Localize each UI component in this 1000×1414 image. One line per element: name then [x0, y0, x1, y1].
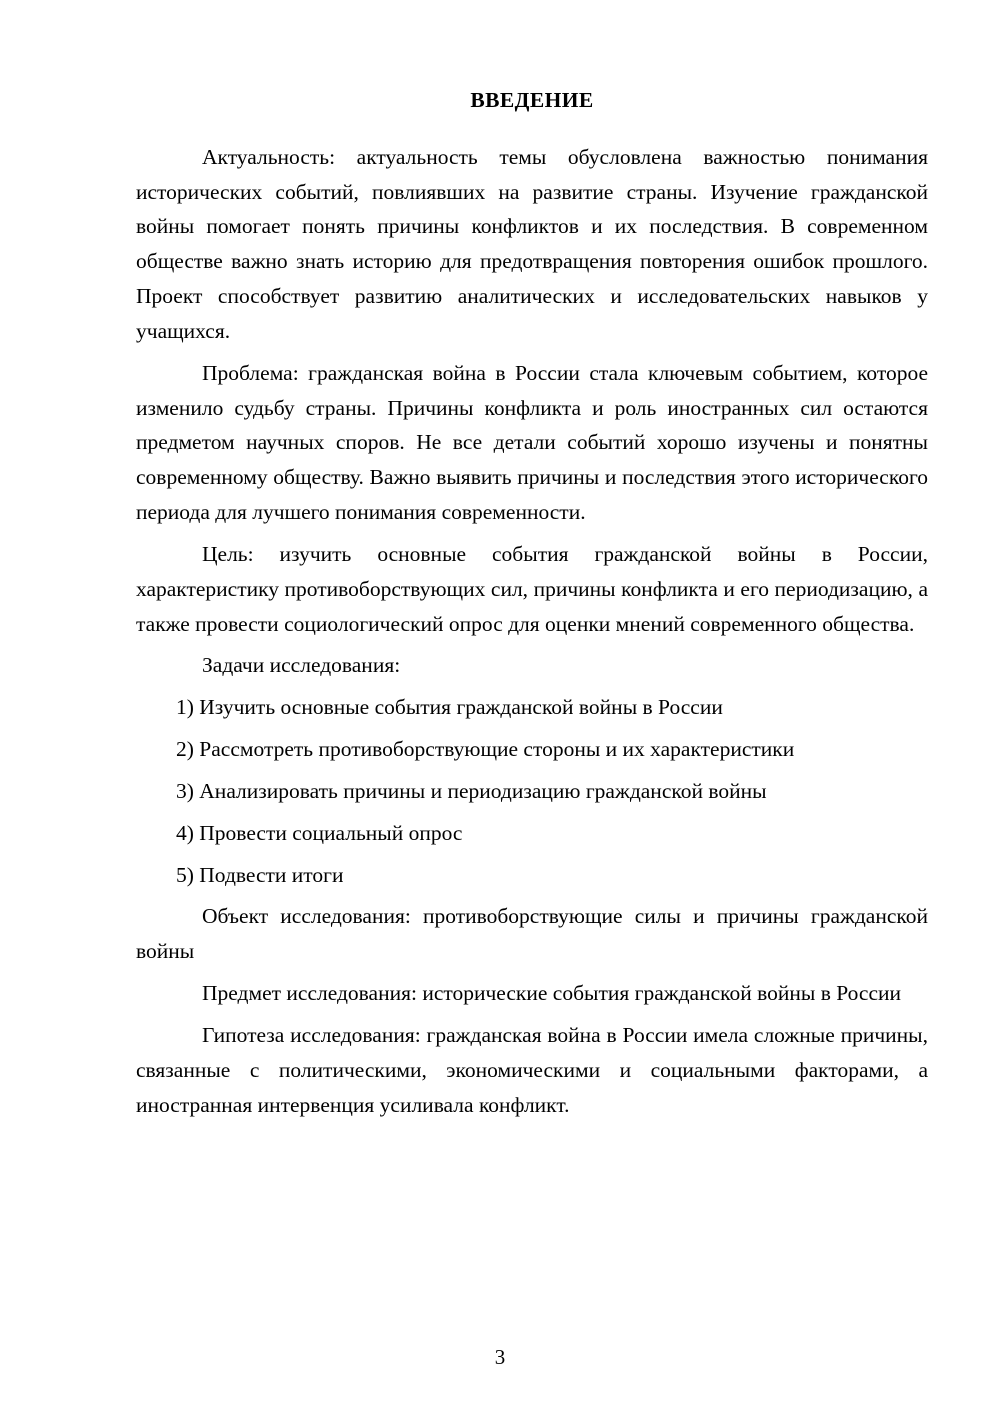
- task-item-3: 3) Анализировать причины и периодизацию гражданской войны: [176, 778, 767, 803]
- page-number: 3: [494, 1345, 506, 1369]
- tasks-heading: Задачи исследования:: [202, 653, 401, 678]
- paragraph-subject: Предмет исследования: исторические события гражданской войны в России: [202, 981, 902, 1006]
- paragraph-relevance: Актуальность: актуальность темы обусловлена важностью понимания исторических событий, повлиявших на развитие страны. Изучение гражданской войны помогает понять причины конфликтов и их последствия. В современном обществе важно знать историю для предотвращения повторения ошибок прошлого. Проект способствует развитию аналитических и исследовательских навыков у учащихся.: [136, 144, 928, 343]
- task-item-1: 1) Изучить основные события гражданской войны в России: [176, 695, 723, 720]
- page-title: ВВЕДЕНИЕ: [470, 88, 594, 112]
- task-item-4: 4) Провести социальный опрос: [176, 820, 463, 845]
- paragraph-object: Объект исследования: противоборствующие силы и причины гражданской войны: [136, 904, 928, 964]
- task-item-2: 2) Рассмотреть противоборствующие стороны и их характеристики: [176, 737, 795, 762]
- paragraph-goal: Цель: изучить основные события гражданской войны в России, характеристику противоборствующих сил, причины конфликта и его периодизацию, а также провести социологический опрос для оценки мнений современного общества.: [136, 541, 928, 636]
- task-item-5: 5) Подвести итоги: [176, 862, 344, 887]
- paragraph-hypothesis: Гипотеза исследования: гражданская война в России имела сложные причины, связанные с политическими, экономическими и социальными факторами, а иностранная интервенция усиливала конфликт.: [136, 1022, 928, 1117]
- paragraph-problem: Проблема: гражданская война в России стала ключевым событием, которое изменило судьбу страны. Причины конфликта и роль иностранных сил остаются предметом научных споров. Не все детали событий хорошо изучены и понятны современному обществу. Важно выявить причины и последствия этого исторического периода для лучшего понимания современности.: [136, 360, 928, 525]
